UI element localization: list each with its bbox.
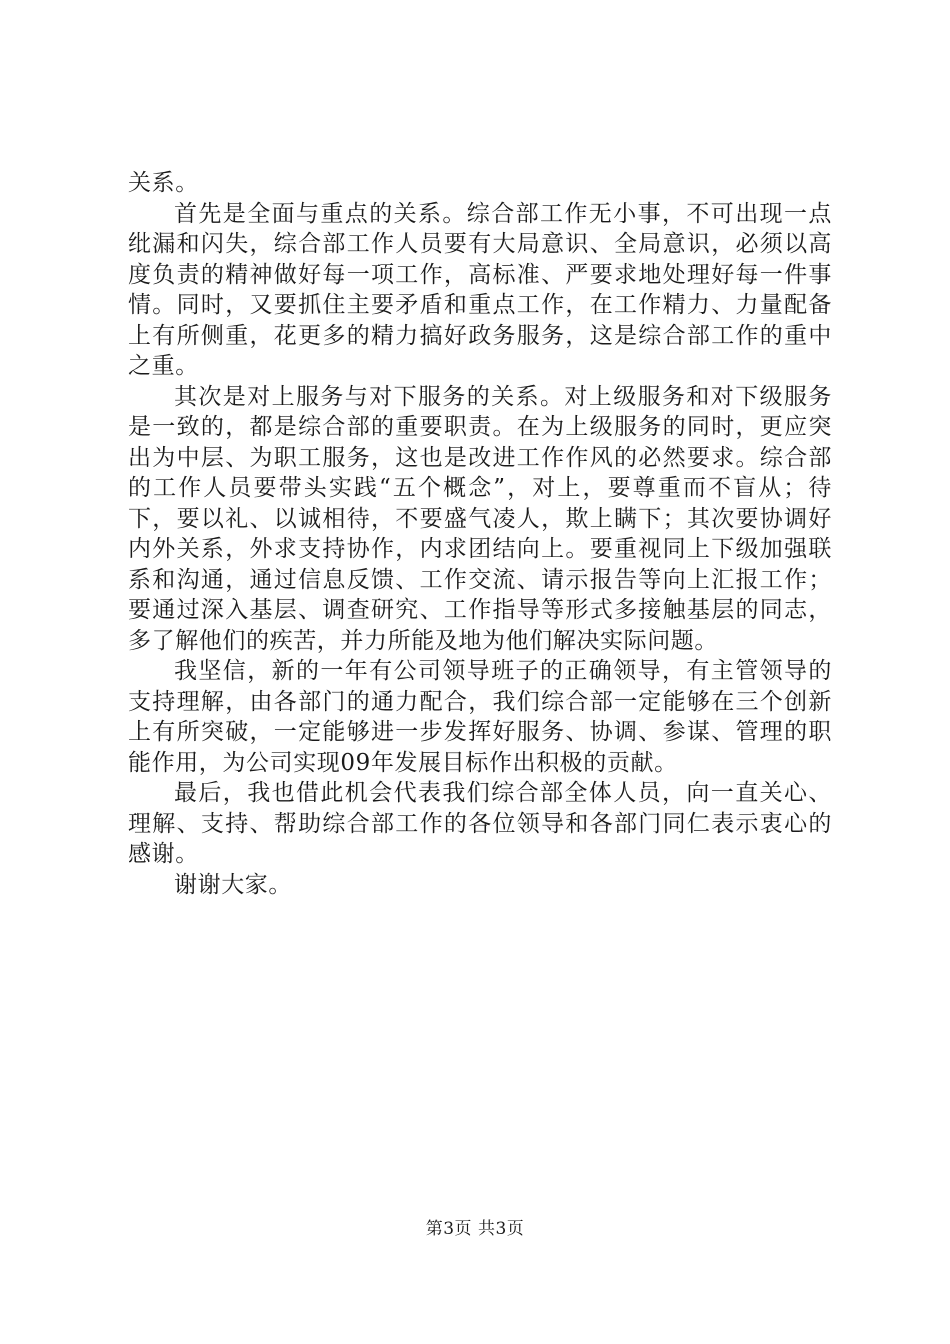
page-number-footer: 第3页 共3页: [425, 1219, 525, 1239]
paragraph-confidence: 我坚信，新的一年有公司领导班子的正确领导，有主管领导的支持理解，由各部门的通力配合，我们综合部一定能够在三个创新上有所突破，一定能够进一步发挥好服务、协调、参谋、管理的职能作用，为公司实现09年发展目标作出积极的贡献。: [128, 658, 832, 776]
paragraph-thanks: 最后，我也借此机会代表我们综合部全体人员，向一直关心、理解、支持、帮助综合部工作的各位领导和各部门同仁表示衷心的感谢。: [128, 780, 832, 867]
document-body: [128, 168, 832, 900]
paragraph-closing: 谢谢大家。: [174, 871, 292, 898]
paragraph-overall-vs-key: 首先是全面与重点的关系。综合部工作无小事，不可出现一点纰漏和闪失，综合部工作人员要有大局意识、全局意识，必须以高度负责的精神做好每一项工作，高标准、严要求地处理好每一件事情。同时，又要抓住主要矛盾和重点工作，在工作精力、力量配备上有所侧重，花更多的精力搞好政务服务，这是综合部工作的重中之重。: [128, 200, 832, 379]
paragraph-upward-vs-downward-service: 其次是对上服务与对下服务的关系。对上级服务和对下级服务是一致的，都是综合部的重要职责。在为上级服务的同时，更应突出为中层、为职工服务，这也是改进工作作风的必然要求。综合部的工作人员要带头实践“五个概念”，对上，要尊重而不盲从；待下，要以礼、以诚相待，不要盛气凌人，欺上瞒下；其次要协调好内外关系，外求支持协作，内求团结向上。要重视同上下级加强联系和沟通，通过信息反馈、工作交流、请示报告等向上汇报工作；要通过深入基层、调查研究、工作指导等形式多接触基层的同志，多了解他们的疾苦，并力所能及地为他们解决实际问题。: [128, 383, 832, 654]
paragraph-continuation: 关系。: [128, 170, 199, 196]
